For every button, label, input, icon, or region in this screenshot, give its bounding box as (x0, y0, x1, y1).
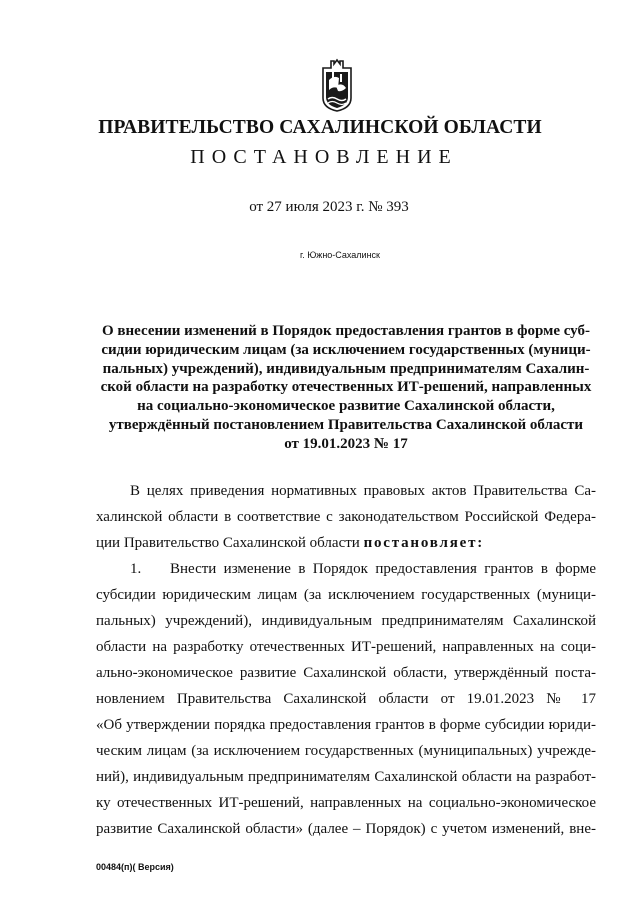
subject-line: утверждённый постановлением Правительства Сахалинской области (108, 416, 584, 433)
body-line: развитие Сахалинской области» (далее – Порядок) с учетом изменений, вне- (96, 821, 596, 837)
item-first-line (96, 556, 596, 582)
document-type: ПОСТАНОВЛЕНИЕ (190, 146, 458, 168)
body-line: халинской области в соответствие с законодательством Российской Федера- (96, 509, 596, 525)
body-line: ческим лицам (за исключением государственных (муниципальных) учрежде- (96, 743, 596, 759)
body-line: ально-экономическое развитие Сахалинской области, утверждённый поста- (96, 665, 596, 681)
item-number: 1. (130, 561, 142, 577)
subject-line: от 19.01.2023 № 17 (284, 435, 408, 452)
document-city: г. Южно-Сахалинск (300, 250, 380, 260)
document-date-number: от 27 июля 2023 г. № 393 (249, 199, 409, 215)
subject-line: пальных) учреждений), индивидуальным предпринимателям Сахалин- (102, 360, 590, 377)
subject-line: сидии юридическим лицам (за исключением государственных (муници- (101, 341, 591, 358)
body-line: новлением Правительства Сахалинской области от 19.01.2023 № 17 (96, 691, 596, 707)
government-title: ПРАВИТЕЛЬСТВО САХАЛИНСКОЙ ОБЛАСТИ (98, 117, 542, 138)
sakhalin-coat-of-arms-icon (320, 58, 354, 112)
body-line: субсидии юридическим лицам (за исключением государственных (муници- (96, 587, 596, 603)
body-line (96, 530, 596, 556)
body-line: области на разработку отечественных ИТ-решений, направленных на соци- (96, 639, 596, 655)
body-line: В целях приведения нормативных правовых актов Правительства Са- (130, 483, 596, 499)
item-text: Внести изменение в Порядок предоставления грантов в форме (170, 561, 596, 577)
body-line-text: ции Правительство Сахалинской области (96, 535, 364, 551)
body-line: «Об утверждении порядка предоставления грантов в форме субсидии юриди- (96, 717, 596, 733)
document-subject (96, 322, 596, 454)
body-line: ку отечественных ИТ-решений, направленных на социально-экономическое (96, 795, 596, 811)
subject-line: на социально-экономическое развитие Сахалинской области, (137, 398, 555, 415)
body-line: пальных) учреждений), индивидуальным предпринимателям Сахалинской (96, 613, 596, 629)
subject-line: ской области на разработку отечественных ИТ-решений, направленных (100, 379, 592, 396)
document-body (96, 478, 596, 842)
subject-line: О внесении изменений в Порядок предоставления грантов в форме суб- (102, 323, 590, 339)
document-code: 00484(п)( Версия) (96, 862, 174, 872)
body-line: ний), индивидуальным предпринимателям Сахалинской области на разработ- (96, 769, 596, 785)
resolution-keyword: постановляет: (363, 535, 485, 551)
